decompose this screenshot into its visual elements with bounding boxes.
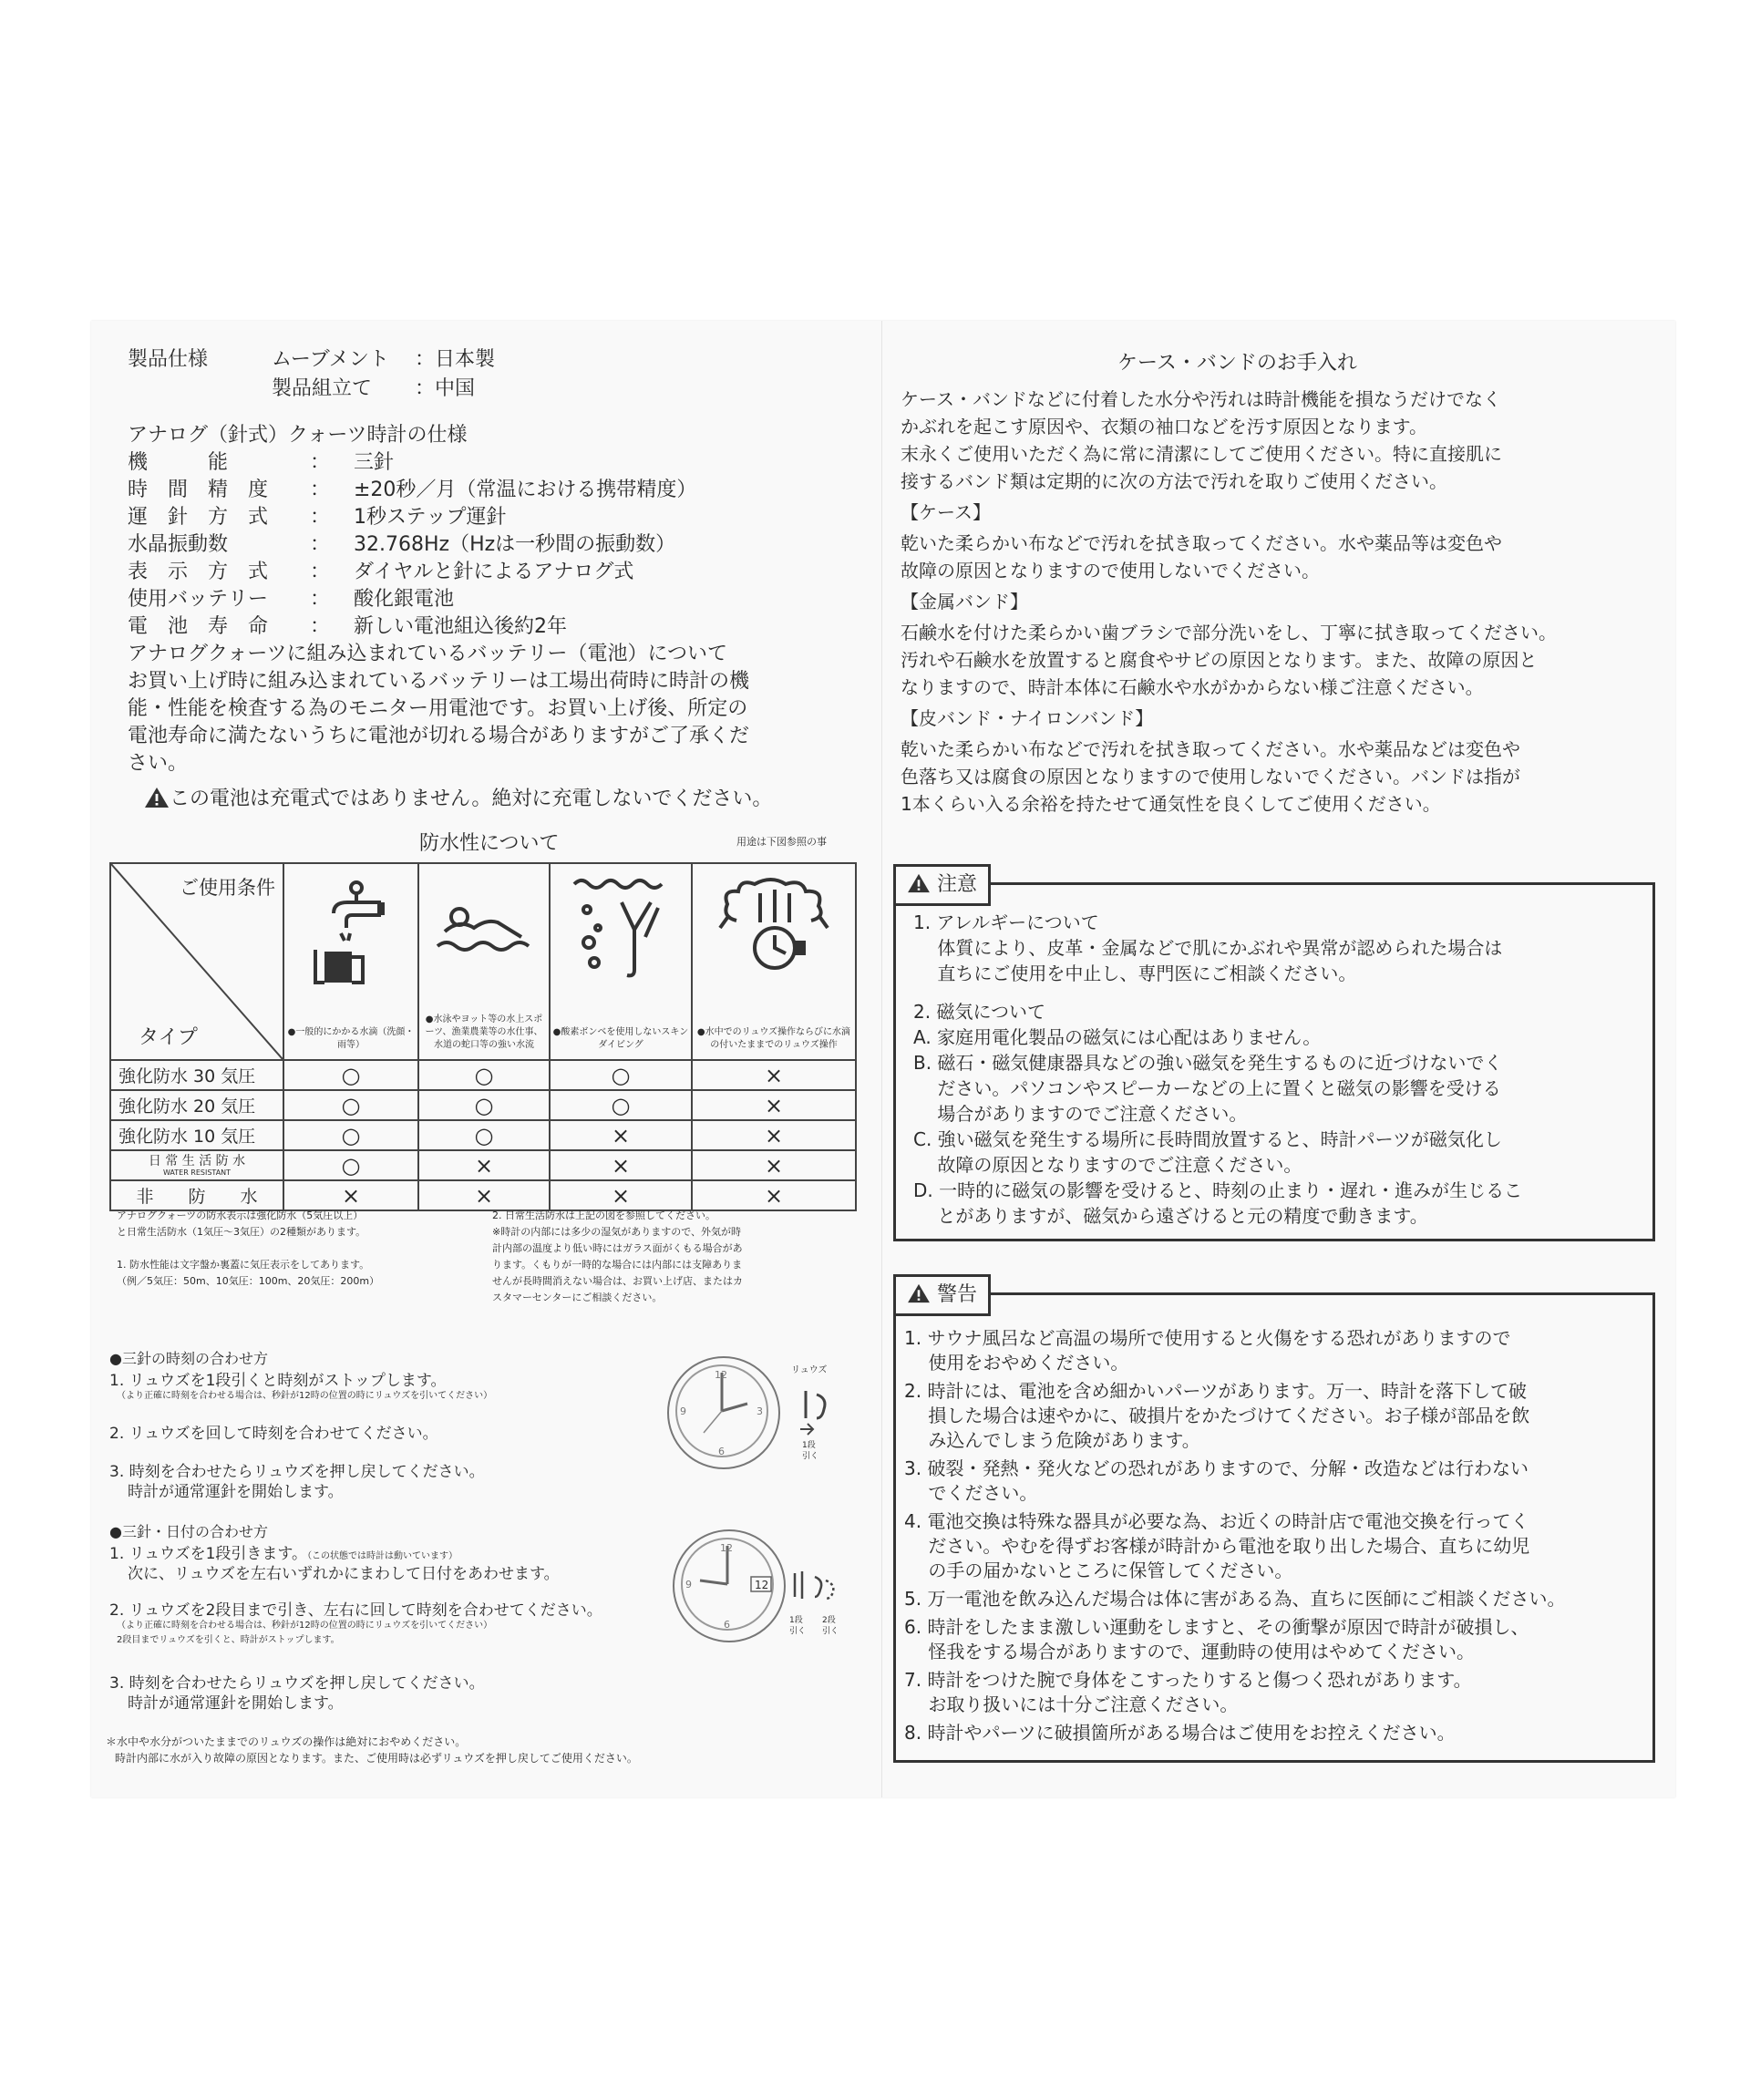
- footnote-line: ＊水中や水分がついたままでのリュウズの操作は絶対におやめください。: [106, 1735, 467, 1748]
- usage-conditions-label: ご使用条件: [180, 877, 275, 899]
- care-line: 色落ち又は腐食の原因となりますので使用しないでください。バンドは指が: [901, 766, 1520, 788]
- table-note-left: （例／5気圧：50m、10気圧：100m、20気圧：200m）: [117, 1275, 380, 1287]
- caution-line: 故障の原因となりますのでご注意ください。: [913, 1154, 1302, 1176]
- warning-line: 4. 電池交換は特殊な器具が必要な為、お近くの時計店で電池交換を行ってく: [904, 1510, 1529, 1532]
- caution-line: 1. アレルギーについて: [913, 911, 1099, 933]
- pull-label-1: 1段 引く: [789, 1616, 807, 1636]
- spec-row: 電 池 寿 命 ： 新しい電池組込後約2年: [128, 615, 567, 638]
- warning-line: 7. 時計をつけた腕で身体をこすったりすると傷つく恐れがあります。: [904, 1669, 1472, 1691]
- movement-value: ：日本製: [415, 348, 496, 371]
- date-step: 次に、リュウズを左右いずれかにまわして日付をあわせます。: [128, 1565, 560, 1583]
- crown-label: リュウズ: [791, 1365, 828, 1375]
- warning-line: 2. 時計には、電池を含め細かいパーツがあります。万一、時計を落下して破: [904, 1380, 1528, 1402]
- three-hand-step: 2. リュウズを回して時刻を合わせてください。: [109, 1425, 438, 1443]
- date-step: 1. リュウズを1段引きます。（この状態では時計は動いています）: [109, 1545, 458, 1563]
- warning-line: 使用をおやめください。: [904, 1352, 1129, 1374]
- warning-tab: [893, 1274, 991, 1316]
- table-note-right: 2. 日常生活防水は上記の図を参照してください。: [492, 1210, 715, 1221]
- table-row: 非 防 水 × × × ×: [110, 1180, 856, 1210]
- care-line: 接するバンド類は定期的に次の方法で汚れを取りご使用ください。: [901, 470, 1447, 492]
- analog-spec-title: アナログ（針式）クォーツ時計の仕様: [128, 424, 468, 447]
- care-subheading: 【皮バンド・ナイロンバンド】: [901, 707, 1154, 729]
- table-note-right: スタマーセンターにご相談ください。: [492, 1292, 663, 1303]
- caution-line: 2. 磁気について: [913, 1001, 1046, 1023]
- care-line: 石鹸水を付けた柔らかい歯ブラシで部分洗いをし、丁寧に拭き取ってください。: [901, 622, 1557, 643]
- table-note-left: アナログクォーツの防水表示は強化防水（5気圧以上）: [117, 1210, 364, 1221]
- battery-text-line: お買い上げ時に組み込まれているバッテリーは工場出荷時に時計の機: [128, 670, 750, 693]
- svg-text:6: 6: [718, 1446, 725, 1457]
- spec-row: 運 針 方 式 ： 1秒ステップ運針: [128, 506, 507, 529]
- date-step-note: 2段目までリュウズを引くと、時計がストップします。: [117, 1635, 340, 1645]
- care-line: かぶれを起こす原因や、衣類の袖口などを汚す原因となります。: [901, 416, 1427, 438]
- three-hand-step: 3. 時刻を合わせたらリュウズを押し戻してください。: [109, 1463, 485, 1481]
- center-fold-line: [881, 321, 882, 1797]
- three-hand-step: 1. リュウズを1段引くと時刻がストップします。: [109, 1372, 447, 1390]
- warning-line: 6. 時計をしたまま激しい運動をしますと、その衝撃が原因で時計が破損し、: [904, 1616, 1529, 1638]
- swimming-icon: [434, 901, 534, 955]
- svg-text:9: 9: [685, 1579, 692, 1590]
- column-note: ●水中でのリュウズ操作ならびに水滴の付いたままでのリュウズ操作: [696, 1027, 851, 1050]
- water-resistance-title: 防水性について: [419, 832, 560, 855]
- care-line: ケース・バンドなどに付着した水分や汚れは時計機能を損なうだけでなく: [901, 388, 1501, 410]
- warning-line: ださい。やむを得ずお客様が時計から電池を取り出した場合、直ちに幼児: [904, 1535, 1530, 1557]
- faucet-icon: [306, 877, 397, 986]
- crown-pull-icon: [797, 1382, 842, 1436]
- table-note-left: 1. 防水性能は文字盤か裏蓋に気圧表示をしてあります。: [117, 1259, 370, 1271]
- column-header-diving: [550, 863, 692, 1060]
- pull-label: 1段 引く: [802, 1441, 819, 1461]
- clock-diagram-1: [667, 1356, 780, 1469]
- caution-line: とがありますが、磁気から遠ざけると元の精度で動きます。: [913, 1205, 1428, 1227]
- table-note-left: と日常生活防水（1気圧〜3気圧）の2種類があります。: [117, 1226, 366, 1238]
- column-note: ●酸素ボンベを使用しないスキンダイビング: [552, 1027, 689, 1050]
- product-spec-heading: 製品仕様: [128, 348, 209, 371]
- care-line: 汚れや石鹸水を放置すると腐食やサビの原因となります。また、故障の原因と: [901, 649, 1538, 671]
- date-step: 3. 時刻を合わせたらリュウズを押し戻してください。: [109, 1674, 485, 1693]
- caution-line: 場合がありますのでご注意ください。: [913, 1103, 1248, 1125]
- clock-diagram-2: [673, 1529, 786, 1642]
- column-note: ●水泳やヨット等の水上スポーツ、漁業農業等の水仕事、水道の蛇口等の強い水流: [425, 1014, 543, 1050]
- warning-line: 3. 破裂・発熱・発火などの恐れがありますので、分解・改造などは行わない: [904, 1457, 1529, 1479]
- care-line: 1本くらい入る余裕を持たせて通気性を良くしてご使用ください。: [901, 793, 1441, 815]
- caution-line: ださい。パソコンやスピーカーなどの上に置くと磁気の影響を受ける: [913, 1077, 1501, 1099]
- caution-line: 体質により、皮革・金属などで肌にかぶれや異常が認められた場合は: [913, 937, 1503, 959]
- caution-label: 注意: [937, 873, 978, 896]
- table-note-right: ります。くもりが一時的な場合には内部には支障ありま: [492, 1259, 743, 1271]
- date-step-note: （より正確に時刻を合わせる場合は、秒針が12時の位置の時にリュウズを引いてください）: [117, 1621, 493, 1631]
- spec-row: 使用バッテリー ： 酸化銀電池: [128, 588, 455, 611]
- caution-line: B. 磁石・磁気健康器具などの強い磁気を発生するものに近づけないでく: [913, 1052, 1503, 1074]
- three-hand-heading: ●三針の時刻の合わせ方: [109, 1350, 268, 1367]
- column-header-swimming: [418, 863, 550, 1060]
- battery-warning: この電池は充電式ではありません。絶対に充電しないでください。: [144, 786, 772, 813]
- care-line: なりますので、時計本体に石鹸水や水がかからない様ご注意ください。: [901, 676, 1484, 698]
- svg-text:12: 12: [720, 1542, 733, 1554]
- caution-line: C. 強い磁気を発生する場所に長時間放置すると、時計パーツが磁気化し: [913, 1128, 1502, 1150]
- date-window: 12: [755, 1579, 769, 1591]
- warning-line: 怪我をする場合がありますので、運動時の使用はやめてください。: [904, 1641, 1475, 1662]
- date-step: 2. リュウズを2段目まで引き、左右に回して時刻を合わせてください。: [109, 1601, 602, 1620]
- warning-line: 1. サウナ風呂など高温の場所で使用すると火傷をする恐れがありますので: [904, 1327, 1511, 1349]
- caution-line: D. 一時的に磁気の影響を受けると、時刻の止まり・遅れ・進みが生じるこ: [913, 1179, 1523, 1201]
- svg-text:6: 6: [724, 1619, 730, 1631]
- water-resistance-table: [109, 862, 857, 1211]
- battery-text-line: さい。: [128, 752, 189, 775]
- warning-triangle-icon: [907, 1283, 931, 1303]
- movement-label: ムーブメント: [272, 348, 389, 371]
- spec-row: 時 間 精 度 ： ±20秒／月（常温における携帯精度）: [128, 479, 697, 501]
- care-line: 故障の原因となりますので使用しないでください。: [901, 560, 1320, 582]
- assembly-label: 製品組立て: [272, 377, 373, 400]
- warning-line: 損した場合は速やかに、破損片をかたづけてください。お子様が部品を飲: [904, 1405, 1530, 1426]
- battery-text-line: アナログクォーツに組み込まれているバッテリー（電池）について: [128, 643, 728, 665]
- spec-row: 機 能 ： 三針: [128, 451, 395, 474]
- clock-face-icon: [667, 1356, 777, 1466]
- warning-triangle-icon: [144, 787, 170, 808]
- three-hand-step: 時計が通常運針を開始します。: [128, 1483, 344, 1501]
- water-usage-note: 用途は下図参照の事: [736, 836, 827, 848]
- assembly-value: ：中国: [415, 377, 476, 400]
- spec-row: 表 示 方 式 ： ダイヤルと針によるアナログ式: [128, 561, 634, 583]
- footnote-line: 時計内部に水が入り故障の原因となります。また、ご使用時は必ずリュウズを押し戻してご使用ください。: [115, 1752, 638, 1765]
- warning-triangle-icon: [907, 873, 931, 893]
- column-header-splash: [283, 863, 418, 1060]
- care-title: ケース・バンドのお手入れ: [1117, 352, 1357, 375]
- warning-line: 5. 万一電池を飲み込んだ場合は体に害がある為、直ちに医師にご相談ください。: [904, 1588, 1566, 1610]
- diving-icon: [571, 875, 671, 984]
- care-line: 乾いた柔らかい布などで汚れを拭き取ってください。水や薬品等は変色や: [901, 532, 1502, 554]
- table-note-right: 計内部の温度より低い時にはガラス面がくもる場合があ: [492, 1242, 743, 1254]
- care-line: 乾いた柔らかい布などで汚れを拭き取ってください。水や薬品などは変色や: [901, 738, 1520, 760]
- care-line: 末永くご使用いただく為に常に清潔にしてご使用ください。特に直接肌に: [901, 443, 1502, 465]
- pull-label-2: 2段 引く: [822, 1616, 839, 1636]
- crown-underwater-icon: [716, 875, 833, 975]
- care-subheading: 【ケース】: [901, 501, 991, 523]
- warning-label: 警告: [937, 1283, 978, 1306]
- battery-text-line: 電池寿命に満たないうちに電池が切れる場合がありますがご了承くだ: [128, 725, 750, 747]
- type-label: タイプ: [139, 1026, 198, 1049]
- column-note: ●一般的にかかる水滴（洗顔・雨等）: [287, 1027, 415, 1050]
- table-row: 日 常 生 活 防 水 WATER RESISTANT ○ × × ×: [110, 1150, 856, 1180]
- care-subheading: 【金属バンド】: [901, 591, 1028, 612]
- caution-tab: [893, 864, 991, 906]
- battery-text-line: 能・性能を検査する為のモニター用電池です。お買い上げ後、所定の: [128, 697, 748, 720]
- caution-line: A. 家庭用電化製品の磁気には心配はありません。: [913, 1026, 1322, 1048]
- svg-text:9: 9: [680, 1405, 686, 1417]
- warning-line: お取り扱いには十分ご注意ください。: [904, 1693, 1239, 1715]
- spec-row: 水晶振動数 ： 32.768Hz（Hzは一秒間の振動数）: [128, 533, 676, 556]
- warning-line: み込んでしまう危険があります。: [904, 1429, 1200, 1451]
- svg-text:12: 12: [715, 1369, 727, 1381]
- table-corner-cell: [110, 863, 283, 1060]
- table-note-right: せんが長時間消えない場合は、お買い上げ店、またはカ: [492, 1275, 743, 1287]
- warning-line: の手の届かないところに保管してください。: [904, 1560, 1293, 1581]
- warning-line: 8. 時計やパーツに破損箇所がある場合はご使用をお控えください。: [904, 1722, 1456, 1744]
- svg-text:3: 3: [757, 1405, 763, 1417]
- column-header-crown: [692, 863, 856, 1060]
- warning-line: でください。: [904, 1482, 1038, 1504]
- table-row: 強化防水 10 気圧 ○ ○ × ×: [110, 1120, 856, 1150]
- caution-line: 直ちにご使用を中止し、専門医にご相談ください。: [913, 962, 1357, 984]
- crown-two-step-icon: [789, 1564, 844, 1610]
- date-setting-heading: ●三針・日付の合わせ方: [109, 1523, 268, 1540]
- table-row: 強化防水 30 気圧 ○ ○ ○ ×: [110, 1060, 856, 1090]
- date-step: 時計が通常運針を開始します。: [128, 1694, 344, 1713]
- table-row: 強化防水 20 気圧 ○ ○ ○ ×: [110, 1090, 856, 1120]
- three-hand-step-note: （より正確に時刻を合わせる場合は、秒針が12時の位置の時にリュウズを引いてください）: [117, 1391, 493, 1401]
- table-note-right: ※時計の内部には多少の湿気がありますので、外気が時: [492, 1226, 741, 1238]
